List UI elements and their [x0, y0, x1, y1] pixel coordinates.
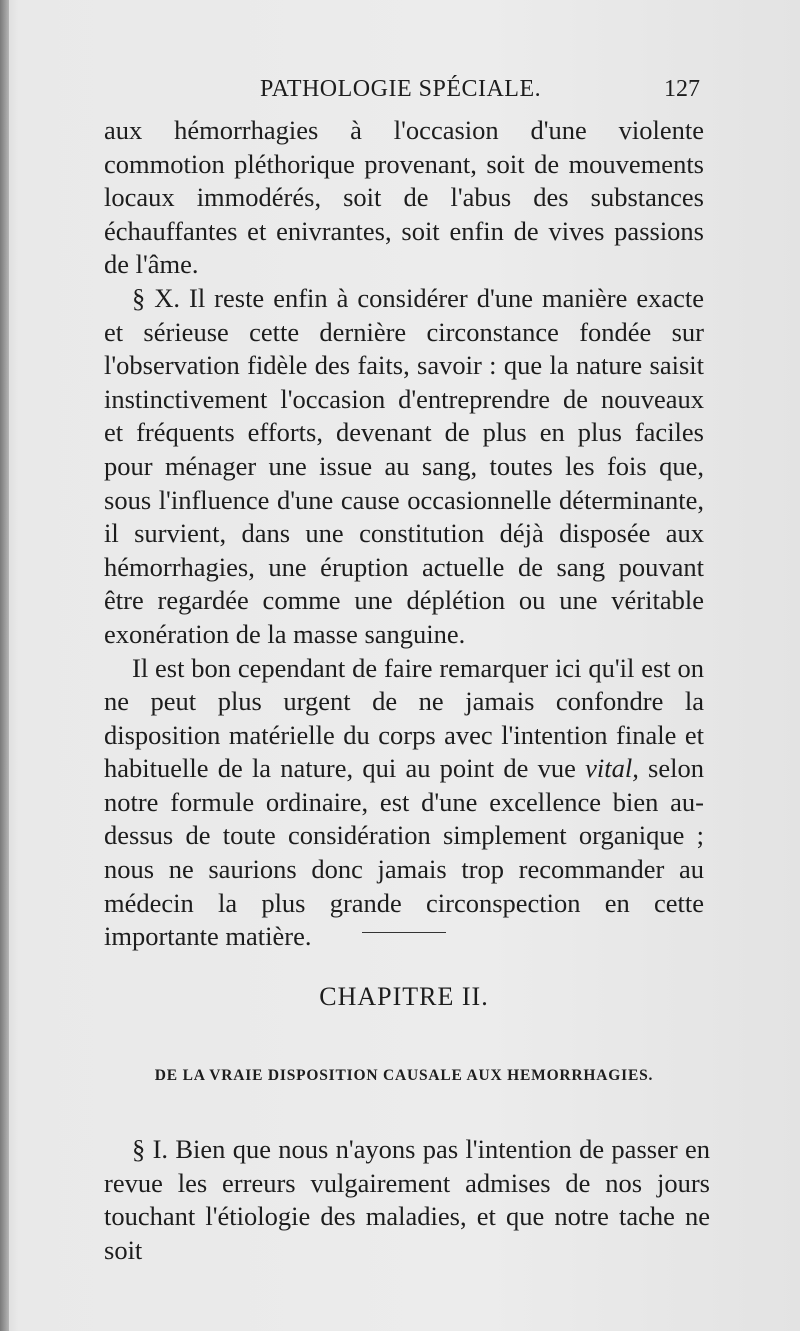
page-number: 127: [664, 76, 700, 102]
paragraph-remark: [104, 652, 704, 954]
running-title: PATHOLOGIE SPÉCIALE.: [260, 76, 542, 102]
chapter-body-text: [104, 1133, 710, 1267]
remark-text-start: Il est bon cependant de faire remarquer ici qu'il est on ne peut plus urgent de ne jamais confondre la disposition matérielle du corps avec l'intention finale et habituelle de la nature, qui au point de vue: [104, 652, 704, 784]
remark-text-end: selon notre formule ordinaire, est d'une excellence bien au-dessus de toute considération simplement organique ; nous ne saurions donc jamais trop recommander au médecin la plus grande circonspection en cette importante matière.: [104, 753, 704, 952]
running-head: [104, 76, 704, 110]
paragraph-section-i: § I. Bien que nous n'ayons pas l'intention de passer en revue les erreurs vulgairement admises de nos jours touchant l'étiologie des maladies, et que notre tache ne soit: [104, 1134, 710, 1265]
italic-term-vital: vital,: [585, 753, 639, 784]
paragraph-section-x: § X. Il reste enfin à considérer d'une manière exacte et sérieuse cette dernière circonstance fondée sur l'observation fidèle des faits, savoir : que la nature saisit instinctivement l'occasion d'entreprendre de nouveaux et fréquents efforts, devenant de plus en plus faciles pour ménager une issue au sang, toutes les fois que, sous l'influence d'une cause occasionnelle déterminante, il survient, dans une constitution déjà disposée aux hémorrhagies, une éruption actuelle de sang pouvant être regardée comme une déplétion ou une véritable exonération de la masse sanguine.: [104, 282, 704, 649]
body-text: [104, 114, 704, 954]
book-spine-shadow: [0, 0, 9, 1331]
paragraph-continuation: aux hémorrhagies à l'occasion d'une violente commotion pléthorique provenant, soit de mouvements locaux immodérés, soit de l'abus des substances échauffantes et enivrantes, soit enfin de vives passions de l'âme.: [104, 115, 704, 280]
chapter-subtitle: DE LA VRAIE DISPOSITION CAUSALE AUX HEMORRHAGIES.: [154, 1067, 654, 1084]
section-divider-rule: [362, 932, 446, 933]
chapter-title: CHAPITRE II.: [319, 982, 489, 1011]
